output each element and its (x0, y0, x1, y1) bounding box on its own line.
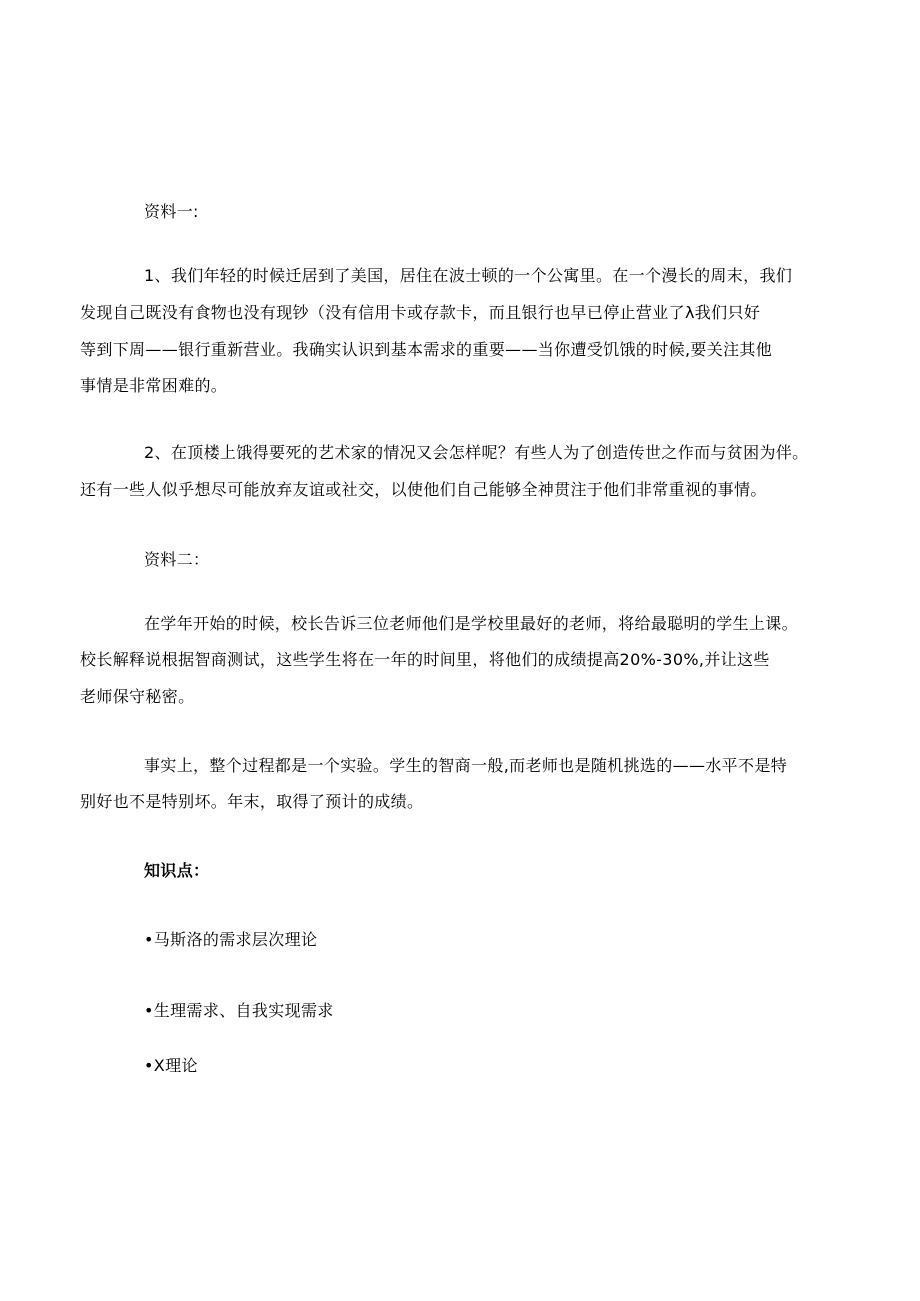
list-item: •生理需求、自我实现需求 (144, 1001, 334, 1020)
paragraph-line: 还有一些人似乎想尽可能放弃友谊或社交，以使他们自己能够全神贯注于他们非常重视的事情。 (80, 480, 767, 499)
paragraph-line: 在学年开始的时候，校长告诉三位老师他们是学校里最好的老师，将给最聪明的学生上课。 (144, 614, 799, 633)
paragraph-line: 老师保守秘密。 (80, 687, 195, 706)
list-item: •马斯洛的需求层次理论 (144, 930, 318, 949)
paragraph-line: 等到下周——银行重新营业。我确实认识到基本需求的重要——当你遭受饥饿的时候,要关注其他 (80, 340, 773, 359)
material-two-heading: 资料二： (144, 550, 210, 569)
paragraph-line: 1、我们年轻的时候迁居到了美国，居住在波士顿的一个公寓里。在一个漫长的周末，我们 (144, 266, 793, 285)
paragraph-line: 别好也不是特别坏。年末，取得了预计的成绩。 (80, 792, 424, 811)
paragraph-line: 发现自己既没有食物也没有现钞（没有信用卡或存款卡，而且银行也早已停止营业了λ我们只好 (80, 303, 761, 322)
paragraph-line: 事实上，整个过程都是一个实验。学生的智商一般,而老师也是随机挑选的——水平不是特 (144, 756, 788, 775)
paragraph-line: 2、在顶楼上饿得要死的艺术家的情况又会怎样呢？有些人为了创造传世之作而与贫困为伴。 (144, 443, 809, 462)
paragraph-line: 事情是非常困难的。 (80, 376, 228, 395)
material-one-heading: 资料一: (144, 202, 199, 221)
list-item: •X理论 (144, 1056, 198, 1075)
paragraph-line: 校长解释说根据智商测试，这些学生将在一年的时间里，将他们的成绩提高20%-30%,并让这些 (80, 650, 770, 669)
knowledge-points-heading: 知识点： (144, 861, 210, 880)
